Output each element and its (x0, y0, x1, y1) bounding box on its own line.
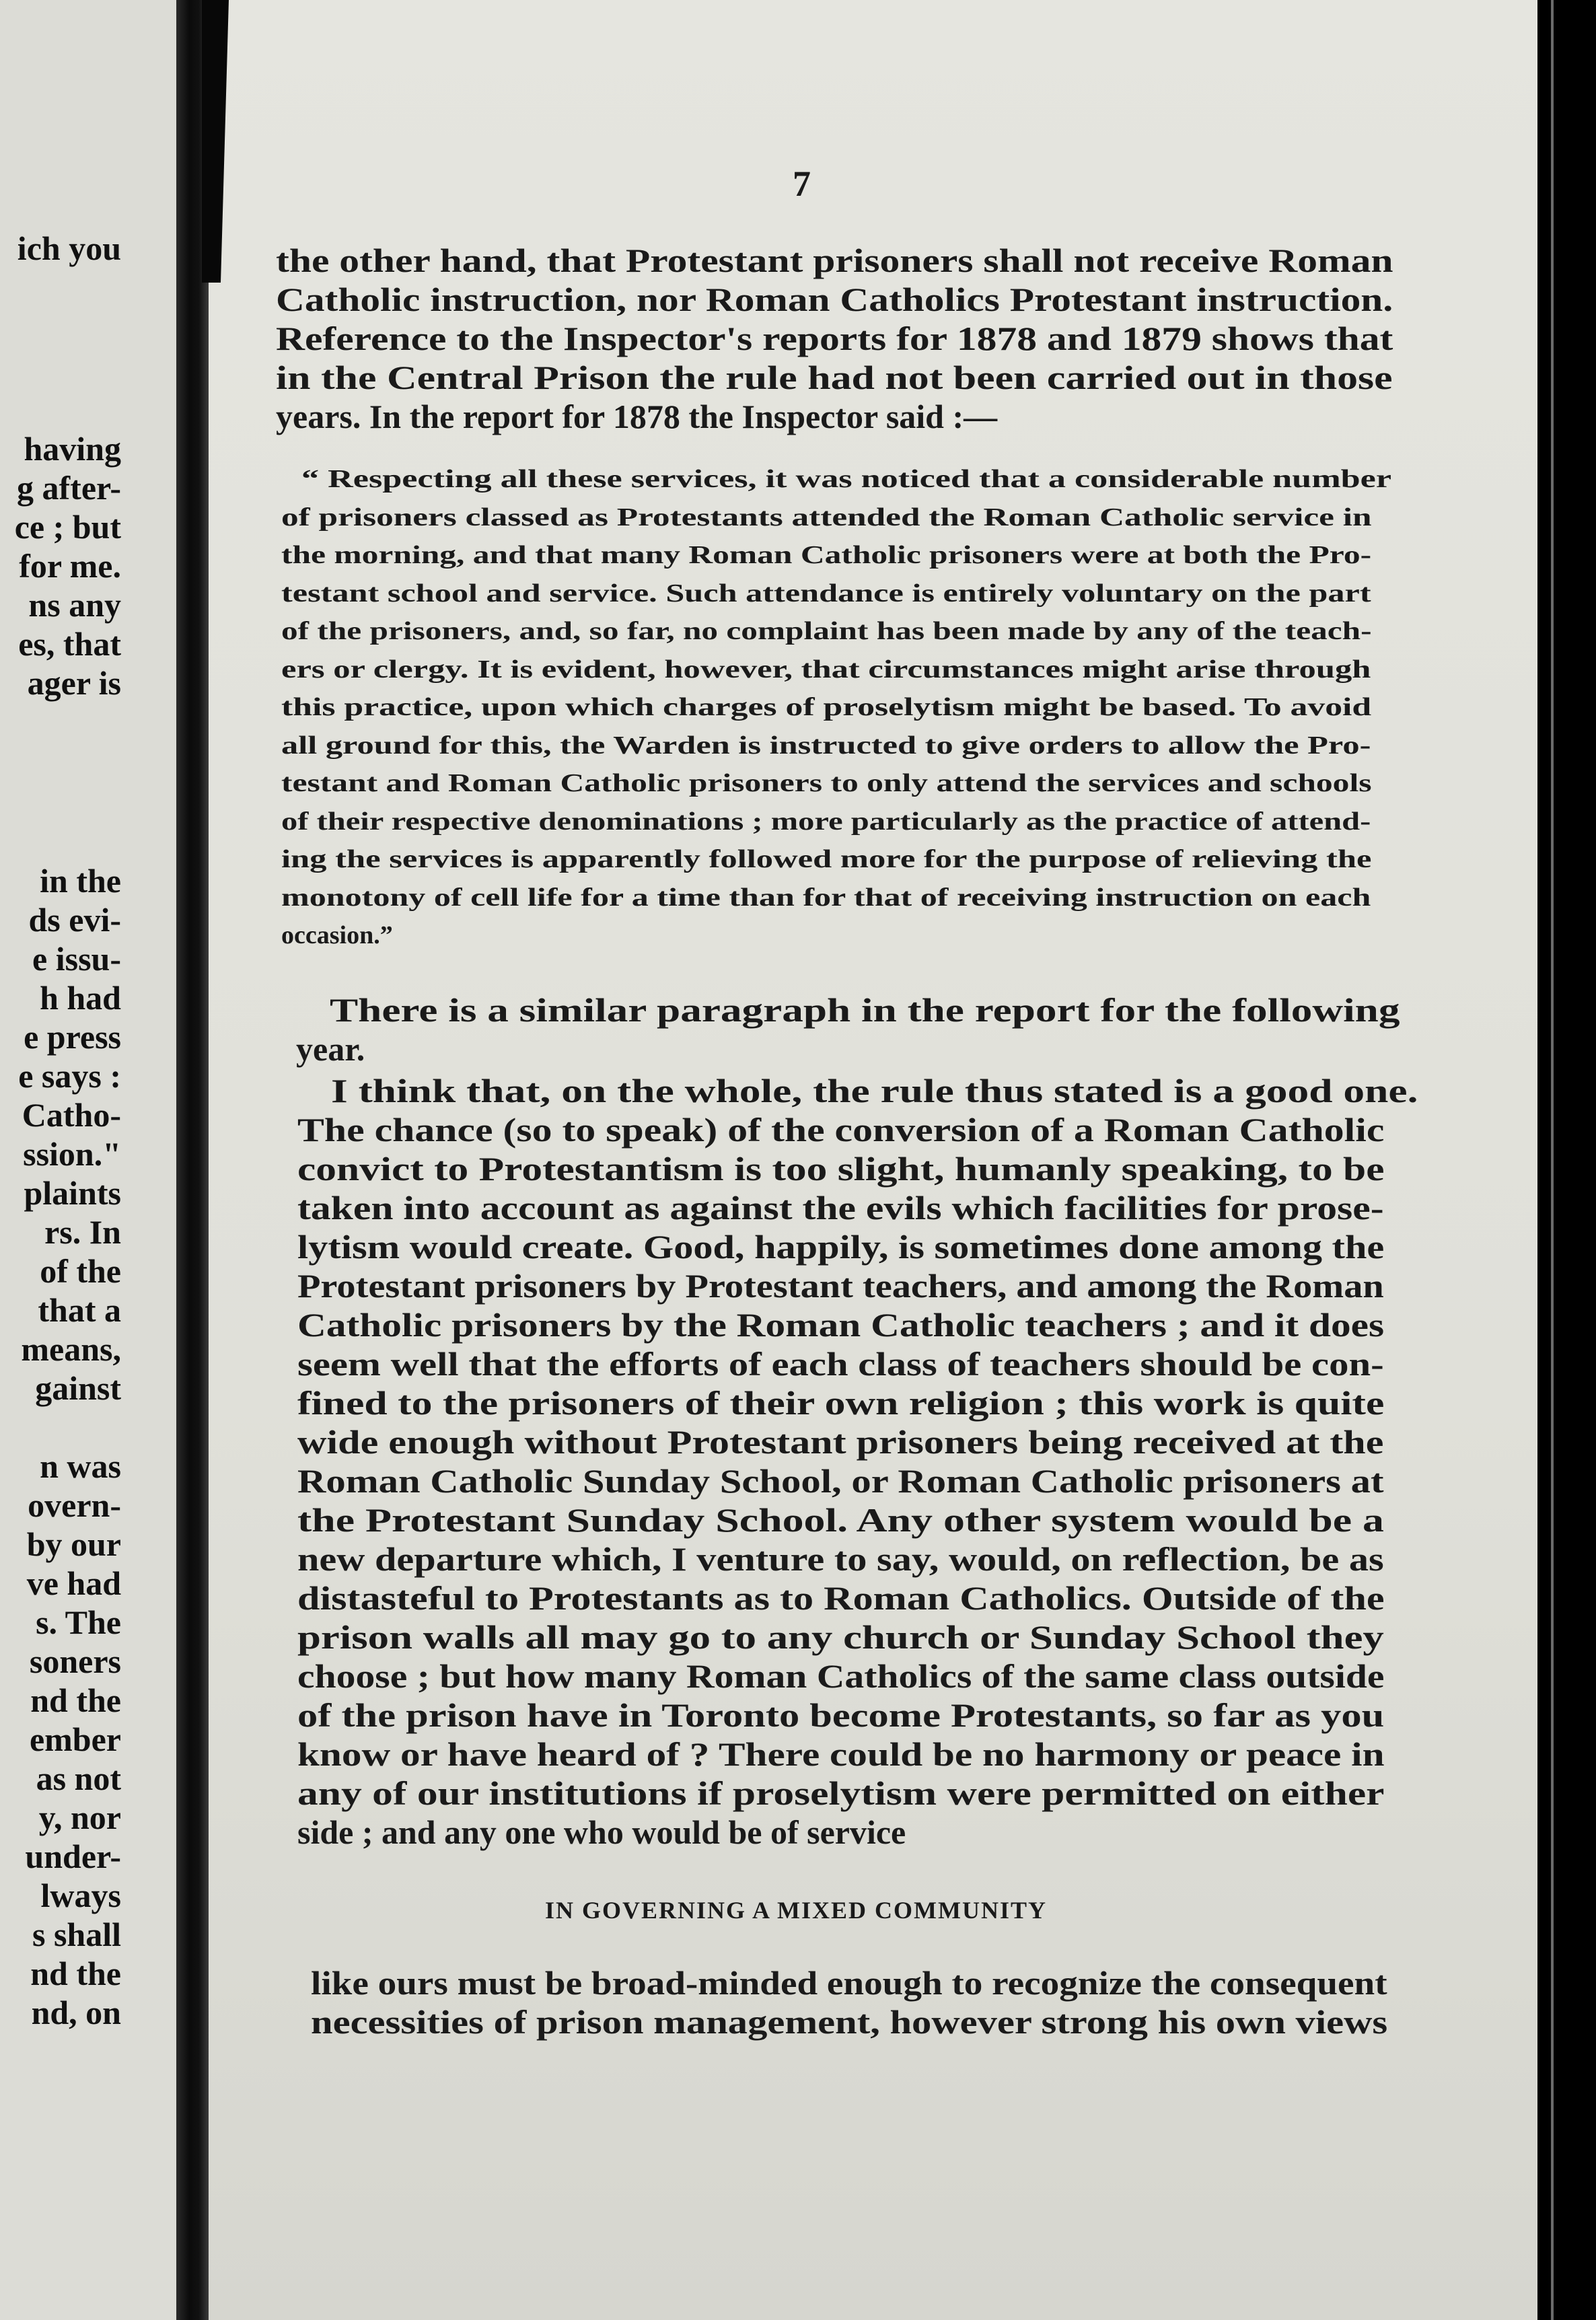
fragment-line: by our (26, 1525, 121, 1563)
fragment-line: as not (36, 1760, 121, 1797)
text-line: The chance (so to speak) of the conversion of a Roman Catholic (297, 1111, 1385, 1149)
text-line: distasteful to Protestants as to Roman Catholics. Outside of the (297, 1579, 1385, 1617)
fragment-line: nd the (30, 1681, 121, 1719)
page-edge (1537, 0, 1596, 2320)
fragment-line: e issu- (32, 940, 121, 978)
text-line: wide enough without Protestant prisoners being received at the (297, 1423, 1384, 1461)
quote-line: “ Respecting all these services, it was noticed that a considerable number (301, 465, 1391, 493)
quote-line: testant and Roman Catholic prisoners to only attend the services and schools (281, 769, 1372, 797)
fragment-line: overn- (28, 1486, 121, 1524)
text-line: Reference to the Inspector's reports for 1878 and 1879 shows that (276, 320, 1393, 357)
facing-page-fragment (0, 0, 176, 2320)
closing-paragraph (311, 1963, 1421, 2041)
fragment-line: ce ; but (14, 508, 121, 546)
similar-paragraph (296, 990, 1406, 1068)
quote-line: of the prisoners, and, so far, no complaint has been made by any of the teach- (281, 617, 1372, 645)
fragment-line: nd the (30, 1955, 121, 1992)
text-line: choose ; but how many Roman Catholics of the same class outside (297, 1657, 1385, 1695)
text-line: side ; and any one who would be of service (297, 1813, 906, 1851)
fragment-line: of the (40, 1252, 121, 1290)
text-line: any of our institutions if proselytism were permitted on either (297, 1774, 1385, 1812)
quote-line: ing the services is apparently followed more for the purpose of relieving the (281, 845, 1372, 873)
fragment-line: means, (21, 1330, 121, 1368)
text-line: new departure which, I venture to say, would, on reflection, be as (297, 1540, 1384, 1578)
quote-line: all ground for this, the Warden is instructed to give orders to allow the Pro- (281, 731, 1371, 760)
fragment-line: for me. (19, 547, 121, 585)
binding-gutter (176, 0, 209, 2320)
text-line: There is a similar paragraph in the report for the following (330, 991, 1400, 1029)
text-line: I think that, on the whole, the rule thus stated is a good one. (331, 1072, 1418, 1110)
fragment-line: that a (38, 1291, 121, 1329)
fragment-line: soners (29, 1642, 121, 1680)
quote-line: testant school and service. Such attendance is entirely voluntary on the part (281, 579, 1371, 608)
fragment-line: plaints (24, 1174, 121, 1212)
fragment-line: ssion." (23, 1135, 121, 1173)
block-quote (281, 460, 1391, 955)
fragment-line: gainst (35, 1369, 121, 1407)
fragment-line: having (24, 430, 121, 468)
text-line: the Protestant Sunday School. Any other system would be a (297, 1501, 1384, 1539)
text-line: Protestant prisoners by Protestant teachers, and among the Roman (297, 1267, 1384, 1305)
text-line: fined to the prisoners of their own religion ; this work is quite (297, 1384, 1385, 1422)
fragment-line: ager is (27, 664, 121, 702)
fragment-line: s shall (32, 1916, 121, 1953)
quote-line: this practice, upon which charges of proselytism might be based. To avoid (281, 693, 1372, 721)
text-line: Catholic prisoners by the Roman Catholic teachers ; and it does (297, 1306, 1385, 1344)
text-line: convict to Protestantism is too slight, humanly speaking, to be (297, 1150, 1385, 1188)
fragment-line: s. The (36, 1603, 121, 1641)
page-number: 7 (793, 164, 811, 204)
section-heading: IN GOVERNING A MIXED COMMUNITY (545, 1897, 1048, 1924)
quote-line: monotony of cell life for a time than for that of receiving instruction on each (281, 883, 1371, 912)
fragment-line: in the (40, 862, 121, 900)
fragment-line: y, nor (38, 1799, 121, 1836)
fragment-line: ds evi- (28, 901, 121, 939)
fragment-line: n was (40, 1447, 121, 1485)
text-line: in the Central Prison the rule had not been carried out in those (276, 359, 1393, 396)
text-line: prison walls all may go to any church or Sunday School they (297, 1618, 1384, 1656)
fragment-line: h had (40, 979, 121, 1017)
text-line: seem well that the efforts of each class of teachers should be con- (297, 1345, 1384, 1383)
fragment-line: Catho- (22, 1096, 121, 1134)
quote-line: ers or clergy. It is evident, however, that circumstances might arise through (281, 655, 1371, 684)
opening-paragraph (275, 241, 1393, 436)
fragment-line: nd, on (31, 1994, 121, 2031)
fragment-line: ember (29, 1720, 121, 1758)
fragment-line: lways (40, 1877, 121, 1914)
text-line: taken into account as against the evils which facilities for prose- (297, 1189, 1384, 1227)
quote-line: of prisoners classed as Protestants attended the Roman Catholic service in (281, 503, 1372, 532)
fragment-line: es, that (18, 625, 121, 663)
quote-line: of their respective denominations ; more particularly as the practice of attend- (281, 807, 1371, 836)
text-line: the other hand, that Protestant prisoners shall not receive Roman (276, 242, 1393, 279)
fragment-line: e press (24, 1018, 121, 1056)
text-line: of the prison have in Toronto become Protestants, so far as you (297, 1696, 1385, 1734)
text-line: Roman Catholic Sunday School, or Roman Catholic prisoners at (297, 1462, 1384, 1500)
page-border-line (1551, 0, 1554, 2320)
main-paragraph (297, 1071, 1418, 1852)
fragment-line: under- (25, 1838, 121, 1875)
text-line: like ours must be broad-minded enough to recognize the consequent (311, 1964, 1387, 2002)
fragment-line: ns any (28, 586, 121, 624)
text-line: years. In the report for 1878 the Inspector said :— (276, 398, 998, 435)
fragment-line: e says : (18, 1057, 121, 1095)
text-line: necessities of prison management, however strong his own views (311, 2003, 1388, 2041)
text-line: year. (296, 1030, 365, 1068)
fragment-line: g after- (17, 469, 121, 507)
fragment-line: rs. In (44, 1213, 121, 1251)
text-line: know or have heard of ? There could be no harmony or peace in (297, 1735, 1385, 1773)
text-line: Catholic instruction, nor Roman Catholics Protestant instruction. (276, 281, 1393, 318)
text-line: lytism would create. Good, happily, is sometimes done among the (297, 1228, 1385, 1266)
quote-line: the morning, and that many Roman Catholic prisoners were at both the Pro- (281, 541, 1372, 569)
fragment-line: ve had (26, 1564, 121, 1602)
quote-line: occasion.” (281, 921, 393, 949)
fragment-line: ich you (17, 229, 121, 267)
